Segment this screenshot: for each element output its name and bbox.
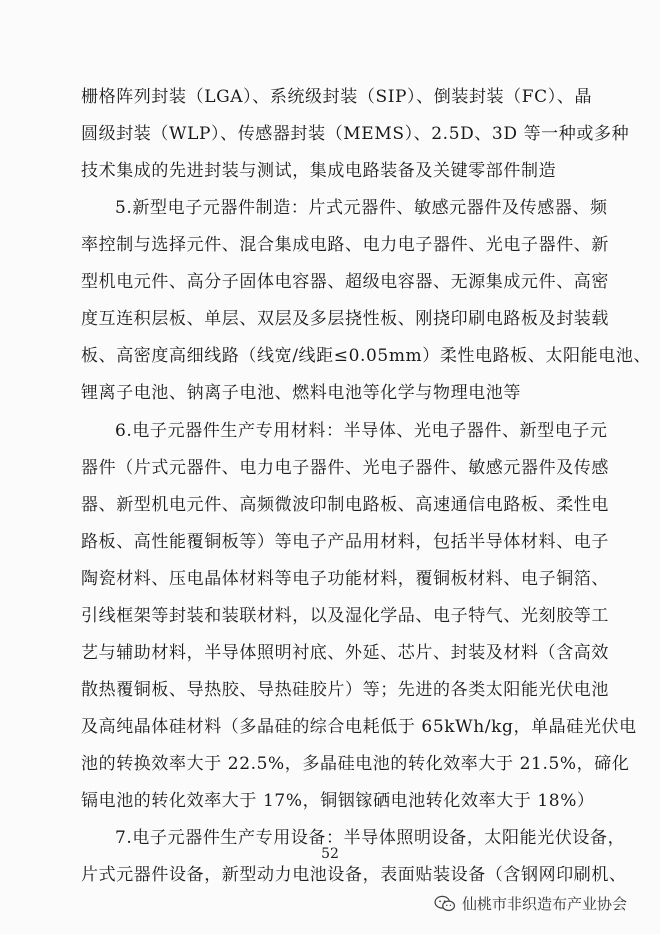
watermark <box>434 893 627 914</box>
text-line: 栅格阵列封装（LGA）、系统级封装（SIP）、倒装封装（FC）、晶 <box>81 87 593 107</box>
text-line: 6.电子元器件生产专用材料：半导体、光电子器件、新型电子元 <box>115 421 608 441</box>
text-line: 率控制与选择元件、混合集成电路、电力电子器件、光电子器件、新 <box>81 235 609 255</box>
text-line: 度互连积层板、单层、双层及多层挠性板、刚挠印刷电路板及封装载 <box>81 309 609 329</box>
text-line: 5.新型电子元器件制造：片式元器件、敏感元器件及传感器、频 <box>115 198 608 218</box>
wechat-icon <box>434 895 456 913</box>
text-line: 器、新型机电元件、高频微波印制电路板、高速通信电路板、柔性电 <box>81 495 609 515</box>
text-line: 板、高密度高细线路（线宽/线距≤0.05mm）柔性电路板、太阳能电池、 <box>81 346 652 366</box>
text-line: 技术集成的先进封装与测试，集成电路装备及关键零部件制造 <box>81 161 557 181</box>
text-line: 片式元器件设备，新型动力电池设备，表面贴装设备（含钢网印刷机、 <box>81 865 627 885</box>
page-number-label: 52 <box>321 846 339 862</box>
watermark-text: 仙桃市非织造布产业协会 <box>462 895 628 913</box>
text-line: 7.电子元器件生产专用设备：半导体照明设备，太阳能光伏设备， <box>115 828 626 848</box>
text-line: 圆级封装（WLP）、传感器封装（MEMS）、2.5D、3D 等一种或多种 <box>81 124 630 144</box>
text-line: 镉电池的转化效率大于 17%，铜铟镓硒电池转化效率大于 18%） <box>81 791 595 811</box>
text-line: 锂离子电池、钠离子电池、燃料电池等化学与物理电池等 <box>81 383 521 403</box>
text-line: 引线框架等封装和装联材料，以及湿化学品、电子特气、光刻胶等工 <box>81 606 609 626</box>
text-line: 路板、高性能覆铜板等）等电子产品用材料，包括半导体材料、电子 <box>81 532 609 552</box>
text-line: 器件（片式元器件、电力电子器件、光电子器件、敏感元器件及传感 <box>81 458 609 478</box>
text-line: 散热覆铜板、导热胶、导热硅胶片）等；先进的各类太阳能光伏电池 <box>81 680 609 700</box>
text-line: 及高纯晶体硅材料（多晶硅的综合电耗低于 65kWh/kg，单晶硅光伏电 <box>81 717 637 737</box>
text-line: 陶瓷材料、压电晶体材料等电子功能材料，覆铜板材料、电子铜箔、 <box>81 569 609 589</box>
text-line: 型机电元件、高分子固体电容器、超级电容器、无源集成元件、高密 <box>81 272 609 292</box>
text-line: 池的转换效率大于 22.5%，多晶硅电池的转化效率大于 21.5%，碲化 <box>81 754 630 774</box>
text-line: 艺与辅助材料，半导体照明衬底、外延、芯片、封装及材料（含高效 <box>81 643 609 663</box>
